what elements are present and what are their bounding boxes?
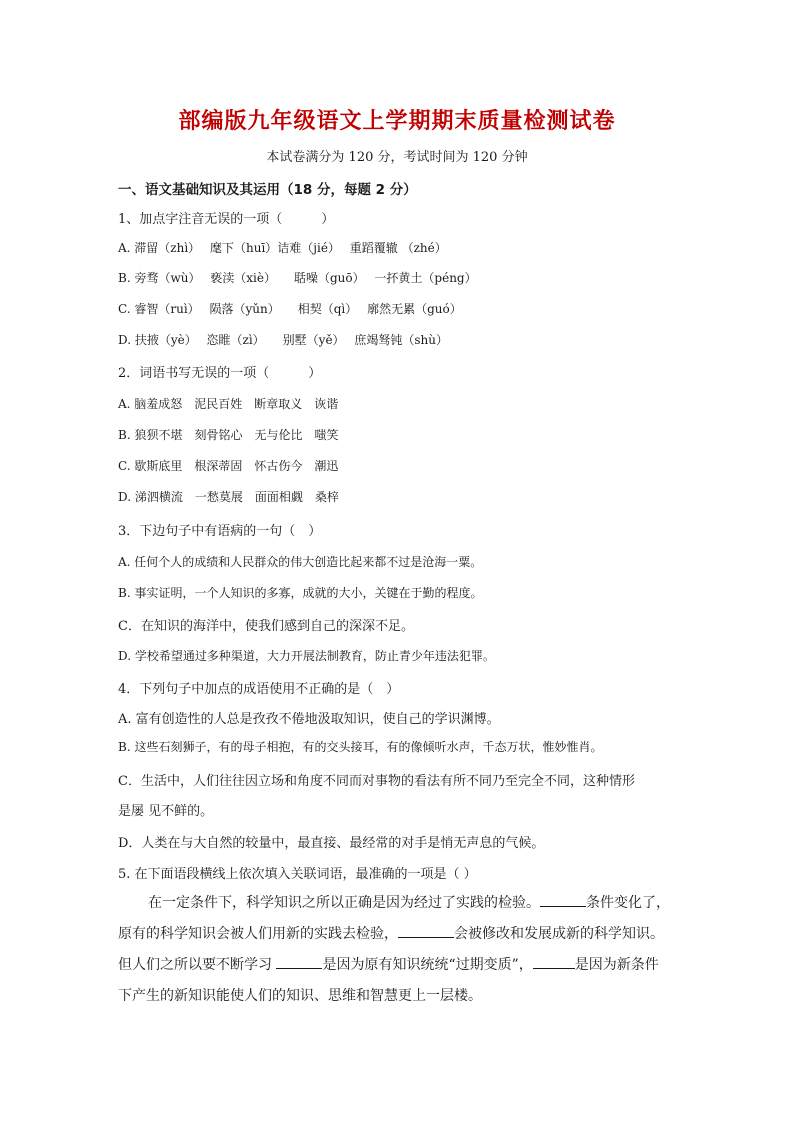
question-5-passage-line2 (118, 919, 678, 950)
question-5-passage (118, 888, 678, 919)
question-3-option-d: D. 学校希望通过多种渠道，大力开展法制教育，防止青少年违法犯罪。 (118, 649, 495, 663)
passage-text: 但人们之所以要不断学习 (118, 957, 277, 973)
question-3-option-a: A. 任何个人的成绩和人民群众的伟大创造比起来都不过是沧海一粟。 (118, 555, 483, 569)
fill-blank-4[interactable] (533, 954, 575, 969)
question-1-option-d: D. 扶掖（yè） 恣睢（zì） 别墅（yě） 庶竭驽钝（shù） (118, 333, 448, 347)
question-2-option-b: B. 狼狈不堪 刻骨铭心 无与伦比 嗤笑 (118, 428, 339, 442)
question-3-stem: 3．下边句子中有语病的一句（ ） (118, 524, 322, 539)
question-1-option-b: B. 旁骛（wù） 亵渎（xiè） 聒噪（guō） 一抔黄土（péng） (118, 271, 477, 285)
question-5-passage-line3 (118, 950, 678, 981)
question-3-option-b: B. 事实证明，一个人知识的多寡，成就的大小，关键在于勤的程度。 (118, 586, 483, 600)
fill-blank-2[interactable] (398, 923, 454, 938)
question-4-option-d: D．人类在与大自然的较量中，最直接、最经常的对手是悄无声息的气候。 (118, 836, 545, 851)
question-1-option-c: C. 睿智（ruì） 陨落（yǔn） 相契（qì） 廓然无累（guó） (118, 302, 462, 316)
exam-title: 部编版九年级语文上学期期末质量检测试卷 (178, 109, 616, 134)
question-4-option-b: B. 这些石刻狮子，有的母子相抱，有的交头接耳，有的像倾听水声，千态万状，惟妙惟肖。 (118, 740, 603, 754)
passage-text: 是因为新条件 (574, 957, 659, 973)
question-4-option-c-line1: C．生活中，人们往往因立场和角度不同而对事物的看法有所不同乃至完全不同，这种情形 (118, 774, 635, 789)
question-4-option-a: A. 富有创造性的人总是孜孜不倦地汲取知识，使自己的学识渊博。 (118, 712, 500, 727)
question-2-stem: 2．词语书写无误的一项（ ） (118, 366, 322, 381)
question-5-stem: 5. 在下面语段横线上依次填入关联词语，最准确的一项是（ ） (118, 867, 477, 882)
question-1-stem: 1、加点字注音无误的一项（ ） (118, 212, 335, 227)
question-3-option-c: C．在知识的海洋中，使我们感到自己的深深不足。 (118, 619, 414, 634)
question-4-stem: 4．下列句子中加点的成语使用不正确的是（ ） (118, 682, 400, 697)
section-heading: 一、语文基础知识及其运用（18 分，每题 2 分） (118, 182, 417, 198)
question-2-option-a: A. 脑羞成怒 泥民百姓 断章取义 诙谐 (118, 397, 339, 411)
passage-text: 是因为原有知识统统“过期变质”， (322, 957, 533, 973)
fill-blank-1[interactable] (540, 892, 586, 907)
passage-text: 在一定条件下，科学知识之所以正确是因为经过了实践的检验。 (148, 895, 540, 911)
question-1-option-a: A. 滞留（zhì） 麾下（huī）诘难（jié） 重蹈覆辙 （zhé） (118, 241, 447, 255)
fill-blank-3[interactable] (276, 954, 322, 969)
exam-subtitle: 本试卷满分为 120 分，考试时间为 120 分钟 (266, 150, 528, 165)
question-2-option-d: D. 涕泗横流 一愁莫展 面面相觑 桑梓 (118, 490, 339, 504)
question-5-passage-line4: 下产生的新知识能使人们的知识、思维和智慧更上一层楼。 (118, 988, 482, 1004)
passage-text: 条件变化了， (586, 895, 670, 911)
passage-text: 原有的科学知识会被人们用新的实践去检验， (118, 926, 398, 942)
question-4-option-c-line2: 是屡 见不鲜的。 (118, 804, 214, 819)
question-2-option-c: C. 歇斯底里 根深蒂固 怀古伤今 潮迅 (118, 459, 339, 473)
passage-text: 会被修改和发展成新的科学知识。 (454, 926, 664, 942)
